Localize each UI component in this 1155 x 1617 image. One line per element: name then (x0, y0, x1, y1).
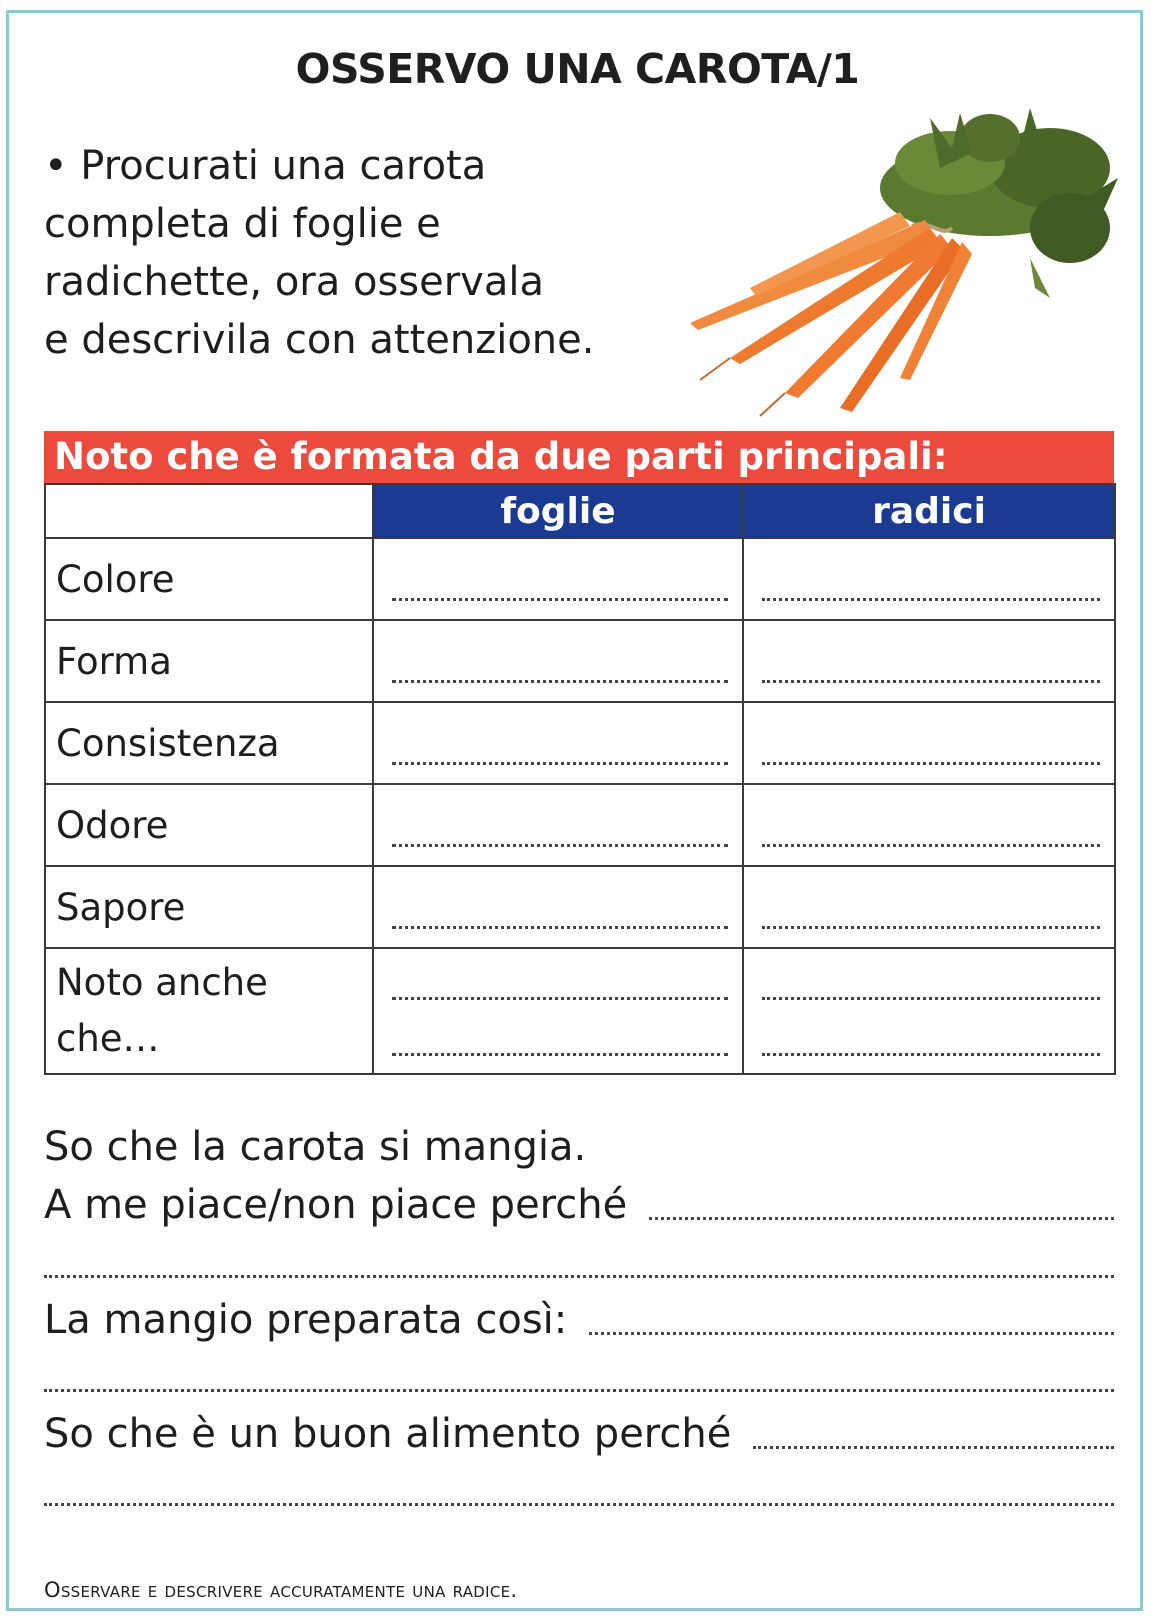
answer-cell-roots[interactable] (743, 620, 1115, 702)
answer-cell-roots[interactable] (743, 866, 1115, 948)
answer-line-row (44, 1350, 1114, 1400)
answer-cell-roots[interactable] (743, 784, 1115, 866)
question-text: La mangio preparata così: (44, 1297, 568, 1343)
column-header-roots: radici (743, 484, 1115, 538)
answer-cell-roots[interactable] (743, 538, 1115, 620)
answer-cell-leaves[interactable] (373, 784, 743, 866)
carrot-bunch-illustration (690, 108, 1120, 418)
answer-cell-roots[interactable] (743, 702, 1115, 784)
answer-line[interactable] (753, 1446, 1114, 1449)
answer-cell-leaves[interactable] (373, 702, 743, 784)
answer-cell-leaves[interactable] (373, 620, 743, 702)
intro-line: radichette, ora osservala (44, 259, 544, 305)
answer-cell-leaves[interactable] (373, 948, 743, 1074)
column-header-row (45, 484, 1115, 538)
row-label-forma: Forma (45, 620, 373, 702)
question-text: So che è un buon alimento perché (44, 1411, 732, 1457)
table-row (45, 948, 1115, 1074)
row-label-consistenza: Consistenza (45, 702, 373, 784)
table-row (45, 538, 1115, 620)
row-label-colore: Colore (45, 538, 373, 620)
answer-line-row (44, 1236, 1114, 1286)
row-label-odore: Odore (45, 784, 373, 866)
question-text: A me piace/non piace perché (44, 1182, 628, 1228)
observation-grid (44, 483, 1116, 1075)
question-line (44, 1120, 1114, 1170)
table-row (45, 784, 1115, 866)
row-label-sapore: Sapore (45, 866, 373, 948)
table-row (45, 866, 1115, 948)
learning-objective-footer: Osservare e descrivere accuratamente una radice. (44, 1578, 518, 1602)
answer-cell-roots[interactable] (743, 948, 1115, 1074)
row-label-noto-anche: Noto anche che… (45, 948, 373, 1074)
answer-line[interactable] (44, 1275, 1114, 1278)
intro-line: • Procurati una carota (44, 143, 487, 189)
question-line (44, 1293, 1114, 1343)
answer-cell-leaves[interactable] (373, 538, 743, 620)
intro-line: completa di foglie e (44, 201, 441, 247)
question-line (44, 1178, 1114, 1228)
worksheet-title: OSSERVO UNA CAROTA/1 (295, 45, 860, 93)
answer-line[interactable] (44, 1389, 1114, 1392)
answer-line-row (44, 1464, 1114, 1514)
intro-line: e descrivila con attenzione. (44, 317, 595, 363)
carrot-roots (690, 212, 972, 412)
empty-header-cell (45, 484, 373, 538)
column-header-leaves: foglie (373, 484, 743, 538)
answer-line[interactable] (44, 1503, 1114, 1506)
answer-cell-leaves[interactable] (373, 866, 743, 948)
table-row (45, 620, 1115, 702)
intro-text (44, 137, 684, 369)
table-row (45, 702, 1115, 784)
observation-table (44, 431, 1114, 1075)
question-text: So che la carota si mangia. (44, 1124, 587, 1170)
answer-line[interactable] (649, 1217, 1114, 1220)
question-line (44, 1407, 1114, 1457)
table-header-banner: Noto che è formata da due parti principali: (44, 431, 1114, 483)
answer-line[interactable] (589, 1332, 1114, 1335)
